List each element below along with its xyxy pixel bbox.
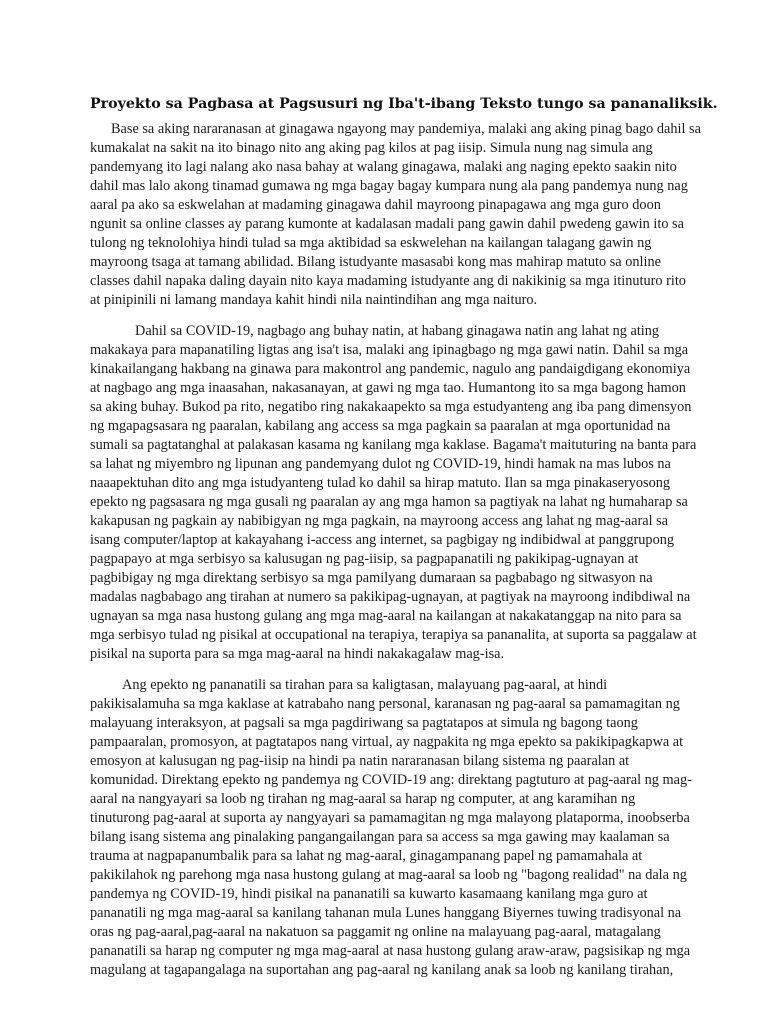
paragraph-line: pananatili sa harap ng computer ng mga mag-aaral at nasa hustong gulang araw-araw, pagsisikap ng mga [90,943,691,959]
paragraph-line: kumakalat na sakit na ito binago nito ang aking pag kilos at pag iisip. Simula nung nag simula ang [90,140,653,156]
paragraph-line: pisikal na suporta para sa mga mag-aaral na hindi nakakagalaw mag-isa. [90,646,505,662]
paragraph-line: Ang epekto ng pananatili sa tirahan para sa kaligtasan, malayuang pag-aaral, at hindi [122,677,608,693]
paragraph-line: ugnayan sa mga nasa hustong gulang ang mga mag-aaral na kailangan at nakakatanggap na nito para sa [90,608,682,624]
paragraph-line: at nagbago ang mga inaasahan, nakasanayan, at gawi ng mga tao. Humantong ito sa mga bagong hamon [90,380,686,396]
paragraph-line: naaapektuhan dito ang mga istudyanteng tulad ko dahil sa hirap matuto. Ilan sa mga pinakaseryosong [90,475,671,491]
paragraph-line: trauma at nagpapanumbalik para sa lahat ng mag-aaral, ginagampanang papel ng pamamahala at [90,848,643,864]
paragraph-line: oras ng pag-aaral,pag-aaral na nakatuon sa paggamit ng online na malayuang pag-aaral, matagalang [90,924,661,940]
paragraph-line: makakaya para mapanatiling ligtas ang isa't isa, malaki ang ipinagbago ng mga gawi natin. Dahil sa mga [90,342,689,358]
paragraph-line: sumali sa pagtatanghal at palakasan kasama ng kanilang mga kaklase. Bagama't maituturing na banta para [90,437,697,453]
paragraph-line: dahil mas lalo akong tinamad gumawa ng mga bagay bagay kumpara nung ala pang pandemya nung nag [90,178,688,194]
document-title: Proyekto sa Pagbasa at Pagsusuri ng Iba't-ibang Teksto tungo sa pananaliksik. [90,96,718,112]
paragraph-line: ngunit sa online classes ay parang kumonte at kadalasan madali pang gawin dahil pwedeng gawin ito sa [90,216,684,232]
paragraph-line: pandemya ng COVID-19, hindi pisikal na pananatili sa kuwarto kasamaang kanilang mga guro at [90,886,648,902]
paragraph-1 [90,120,701,310]
paragraph-line: pananatili ng mga mag-aaral sa kanilang tahanan mula Lunes hanggang Biyernes tuwing tradisyonal na [90,905,682,921]
paragraph-line: epekto ng pagsasara ng mga gusali ng paaralan ay ang mga hamon sa pagtiyak na lahat ng humaharap sa [90,494,688,510]
paragraph-line: mayroong tsaga at tamang abilidad. Bilang istudyante masasabi kong mas mahirap matuto sa online [90,254,661,270]
paragraph-line: at pinipinili ni lamang mandaya kahit hindi nila naintindihan ang mga naituro. [90,292,538,308]
paragraph-line: malayuang interaksyon, at pagsali sa mga pagdiriwang sa pagtatapos at simula ng bagong taong [90,715,638,731]
paragraph-3 [90,676,692,980]
paragraph-line: kakapusan ng pagkain ay nabibigyan ng mga pagkain, na mayroong access ang lahat ng mag-aaral sa [90,513,669,529]
paragraph-line: pakikilahok ng parehong mga nasa hustong gulang at mag-aaral sa loob ng "bagong realidad" na dala ng [90,867,687,883]
paragraph-line: emosyon at kalusugan ng pag-iisip na hindi pa natin nararanasan bilang sistema ng paaralan at [90,753,630,769]
paragraph-line: aaral na nangyayari sa loob ng tirahan ng mag-aaral sa harap ng computer, at ang karamihan ng [90,791,636,807]
paragraph-line: sa lahat ng miyembro ng lipunan ang pandemyang dulot ng COVID-19, hindi hamak na mas lubos na [90,456,671,472]
document-body [90,120,701,992]
paragraph-line: Dahil sa COVID-19, nagbago ang buhay natin, at habang ginagawa natin ang lahat ng ating [135,323,660,339]
paragraph-line: sa aking buhay. Bukod pa rito, negatibo ring nakakaapekto sa mga estudyanteng ang iba pang dimensyon [90,399,692,415]
paragraph-line: madalas nagbabago ang tirahan at numero sa pakikipag-ugnayan, at pagtiyak na mayroong indibdiwal na [90,589,691,605]
paragraph-2 [90,322,697,664]
paragraph-line: tulong ng teknolohiya hindi tulad sa mga aktibidad sa eskwelehan na kailangan talagang gawin ng [90,235,652,251]
paragraph-line: bilang isang sistema ang pinalaking pangangailangan para sa access sa mga gawing may kaalaman sa [90,829,670,845]
paragraph-line: pagbibigay ng mga direktang serbisyo sa mga pamilyang dumaraan sa pagbabago ng sitwasyon na [90,570,653,586]
paragraph-line: pandemyang ito lagi nalang ako nasa bahay at walang ginagawa, malaki ang naging epekto saakin nito [90,159,677,175]
paragraph-line: classes dahil napaka daling dayain nito kaya madaming istudyante ang di nakikinig sa mga itinuturo rito [90,273,686,289]
paragraph-line: tinuturong pag-aaral at suporta ay nangyayari sa pamamagitan ng mga malayong plataporma, inoobserba [90,810,690,826]
paragraph-line: pampaaralan, promosyon, at pagtatapos nang virtual, ay nagpakita ng mga epekto sa pakikipagkapwa at [90,734,684,750]
paragraph-line: kinakailangang hakbang na ginawa para makontrol ang pandemic, nagulo ang pandaigdigang ekonomiya [90,361,691,377]
paragraph-line: komunidad. Direktang epekto ng pandemya ng COVID-19 ang: direktang pagtuturo at pag-aaral ng mag- [90,772,692,788]
paragraph-line: pakikisalamuha sa mga kaklase at katrabaho nang personal, karanasan ng pag-aaral sa pamamagitan ng [90,696,680,712]
paragraph-line: ng mgapagsasara ng paaralan, kabilang ang access sa mga pagkain sa paaralan at mga oportunidad na [90,418,671,434]
paragraph-line: magulang at tagapangalaga na suportahan ang pag-aaral ng kanilang anak sa loob ng kanilang tirahan, [90,962,674,978]
paragraph-line: isang computer/laptop at kakayahang i-access ang internet, sa pagbigay ng indibidwal at panggrupong [90,532,675,548]
paragraph-line: mga serbisyo tulad ng pisikal at occupational na terapiya, terapiya sa pananalita, at suporta sa paggalaw at [90,627,697,643]
paragraph-line: Base sa aking nararanasan at ginagawa ngayong may pandemiya, malaki ang aking pinag bago dahil sa [111,121,701,137]
paragraph-line: pagpapayo at mga serbisyo sa kalusugan ng pag-iisip, sa pagpapanatili ng pakikipag-ugnayan at [90,551,639,567]
paragraph-line: aaral pa ako sa eskwelahan at madaming ginagawa dahil mayroong pinapagawa ang mga guro doon [90,197,661,213]
